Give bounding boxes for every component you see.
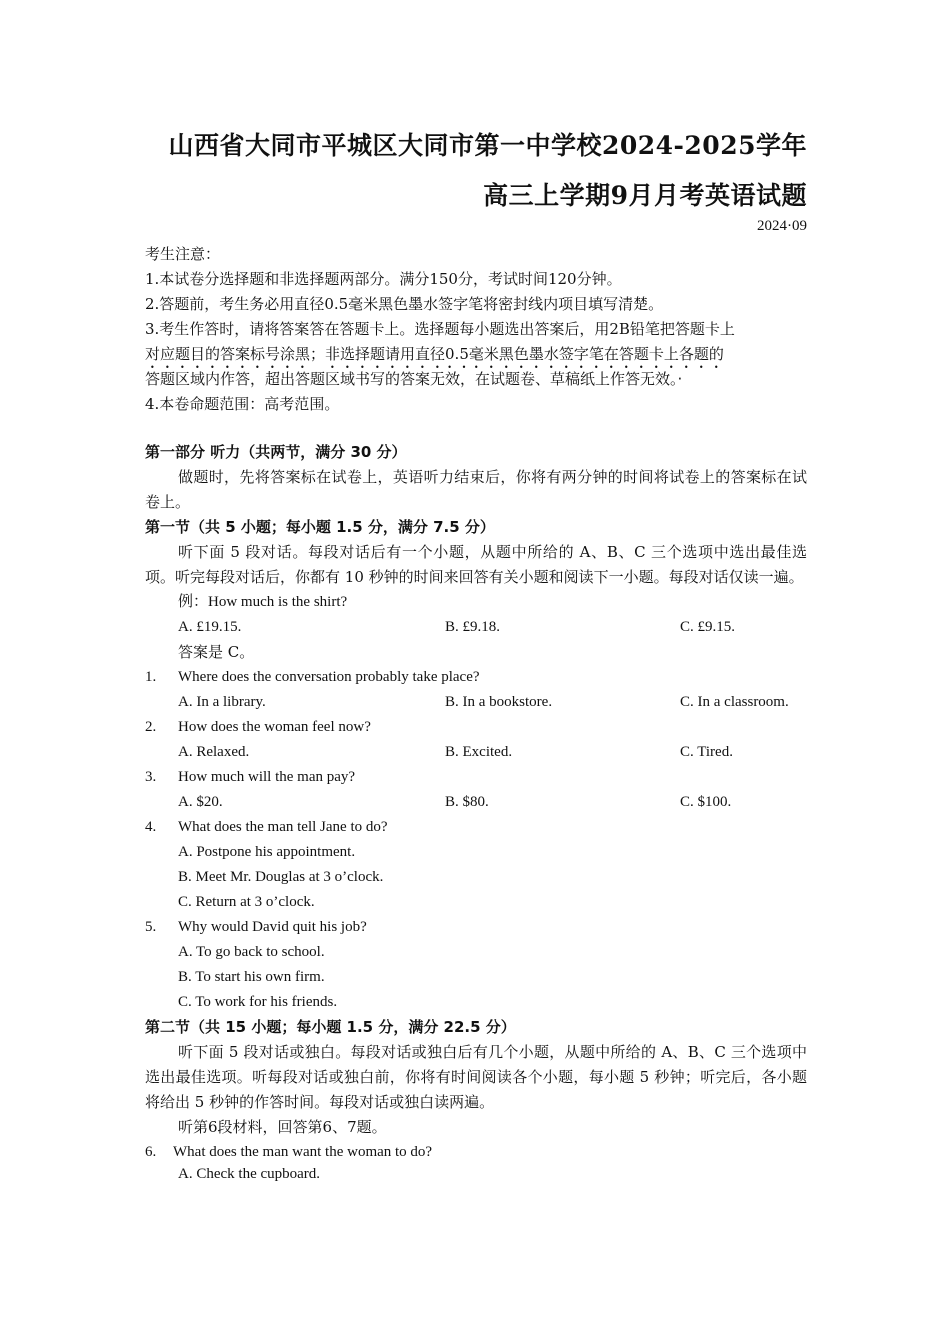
question-2-options: [145, 740, 807, 765]
example-options: [145, 615, 807, 640]
question-2: [145, 715, 807, 740]
question-text: What does the man tell Jane to do?: [178, 819, 388, 835]
question-number: 2.: [145, 719, 157, 735]
example-option-a: A. £19.15.: [178, 619, 242, 635]
notice-item-3a: 3.考生作答时，请将答案答在答题卡上。选择题每小题选出答案后，用2B铅笔把答题卡上: [145, 320, 735, 338]
question-6: [145, 1140, 807, 1162]
question-text: Why would David quit his job?: [178, 919, 367, 935]
option-a: A. Check the cupboard.: [178, 1166, 321, 1182]
exam-date: 2024·09: [757, 218, 807, 234]
notice-item-4: 4.本卷命题范围：高考范围。: [145, 395, 340, 413]
option-b: B. $80.: [445, 794, 489, 810]
question-text: How does the woman feel now?: [178, 719, 371, 735]
question-number: 4.: [145, 819, 157, 835]
question-3-options: [145, 790, 807, 815]
part1: [145, 440, 807, 1187]
example-option-c: C. £9.15.: [680, 619, 736, 635]
notice-item-3c: [145, 367, 807, 392]
question-1: [145, 665, 807, 690]
exam-title-line2: 高三上学期9月月考英语试题: [483, 181, 807, 210]
option-c: C. To work for his friends.: [178, 994, 338, 1010]
notice-heading: 考生注意：: [145, 245, 221, 263]
question-5: [145, 915, 807, 940]
notice-item-1: 1.本试卷分选择题和非选择题两部分。满分150分，考试时间120分钟。: [145, 270, 622, 288]
section2-intro: 听下面 5 段对话或独白。每段对话或独白后有几个小题，从题中所给的 A、B、C 三个选项中选出最佳选项。听每段对话或独白前，你将有时间阅读各个小题，每小题 5 秒钟；听完后，各小题将给出 5 秒钟的作答时间。每段对话或独白读两遍。: [145, 1043, 807, 1111]
question-3: [145, 765, 807, 790]
part1-intro: 做题时，先将答案标在试卷上，英语听力结束后，你将有两分钟的时间将试卷上的答案标在试卷上。: [145, 468, 807, 511]
option-c: C. $100.: [680, 794, 732, 810]
example-question: 例：How much is the shirt?: [178, 594, 348, 610]
material-instruction: 听第6段材料，回答第6、7题。: [178, 1118, 387, 1136]
question-text: Where does the conversation probably take place?: [178, 669, 480, 685]
notice-item-3b: 对应题目的答案标号涂黑；非选择题请用直径0.5毫米黑色墨水签字笔在答题卡上各题的: [145, 345, 724, 363]
option-b: B. In a bookstore.: [445, 694, 553, 710]
option-a: A. Postpone his appointment.: [178, 844, 356, 860]
option-b: B. Excited.: [445, 744, 513, 760]
notice-item-3c-part2: 超出答题区域书写的答案无效，在试题卷、草稿纸上作答无效。·: [265, 370, 683, 388]
section1-heading: 第一节（共 5 小题；每小题 1.5 分，满分 7.5 分）: [145, 518, 495, 536]
option-c: C. In a classroom.: [680, 694, 789, 710]
section2-heading: 第二节（共 15 小题；每小题 1.5 分，满分 22.5 分）: [145, 1018, 516, 1036]
option-c: C. Return at 3 o’clock.: [178, 894, 315, 910]
question-1-options: [145, 690, 807, 715]
question-text: What does the man want the woman to do?: [173, 1144, 433, 1160]
example-option-b: B. £9.18.: [445, 619, 501, 635]
question-4: [145, 815, 807, 840]
candidate-notice: [145, 242, 807, 417]
option-a: A. Relaxed.: [178, 744, 250, 760]
option-b: B. Meet Mr. Douglas at 3 o’clock.: [178, 869, 384, 885]
example-answer: 答案是 C。: [178, 643, 255, 661]
notice-item-2: 2.答题前，考生务必用直径0.5毫米黑色墨水签字笔将密封线内项目填写清楚。: [145, 295, 664, 313]
option-c: C. Tired.: [680, 744, 733, 760]
option-a: A. $20.: [178, 794, 223, 810]
option-a: A. In a library.: [178, 694, 266, 710]
question-number: 5.: [145, 919, 157, 935]
option-a: A. To go back to school.: [178, 944, 325, 960]
question-number: 6.: [145, 1144, 157, 1160]
section1-intro: 听下面 5 段对话。每段对话后有一个小题，从题中所给的 A、B、C 三个选项中选出最佳选项。听完每段对话后，你都有 10 秒钟的时间来回答有关小题和阅读下一小题。每段对话仅读一遍。: [145, 543, 807, 586]
question-text: How much will the man pay?: [178, 769, 356, 785]
part1-heading: 第一部分 听力（共两节，满分 30 分）: [145, 443, 407, 461]
notice-item-3c-part1: 答题区域内作答，: [145, 370, 266, 388]
option-b: B. To start his own firm.: [178, 969, 325, 985]
question-number: 1.: [145, 669, 157, 685]
question-number: 3.: [145, 769, 157, 785]
exam-title-line1: 山西省大同市平城区大同市第一中学校2024-2025学年: [168, 131, 807, 160]
